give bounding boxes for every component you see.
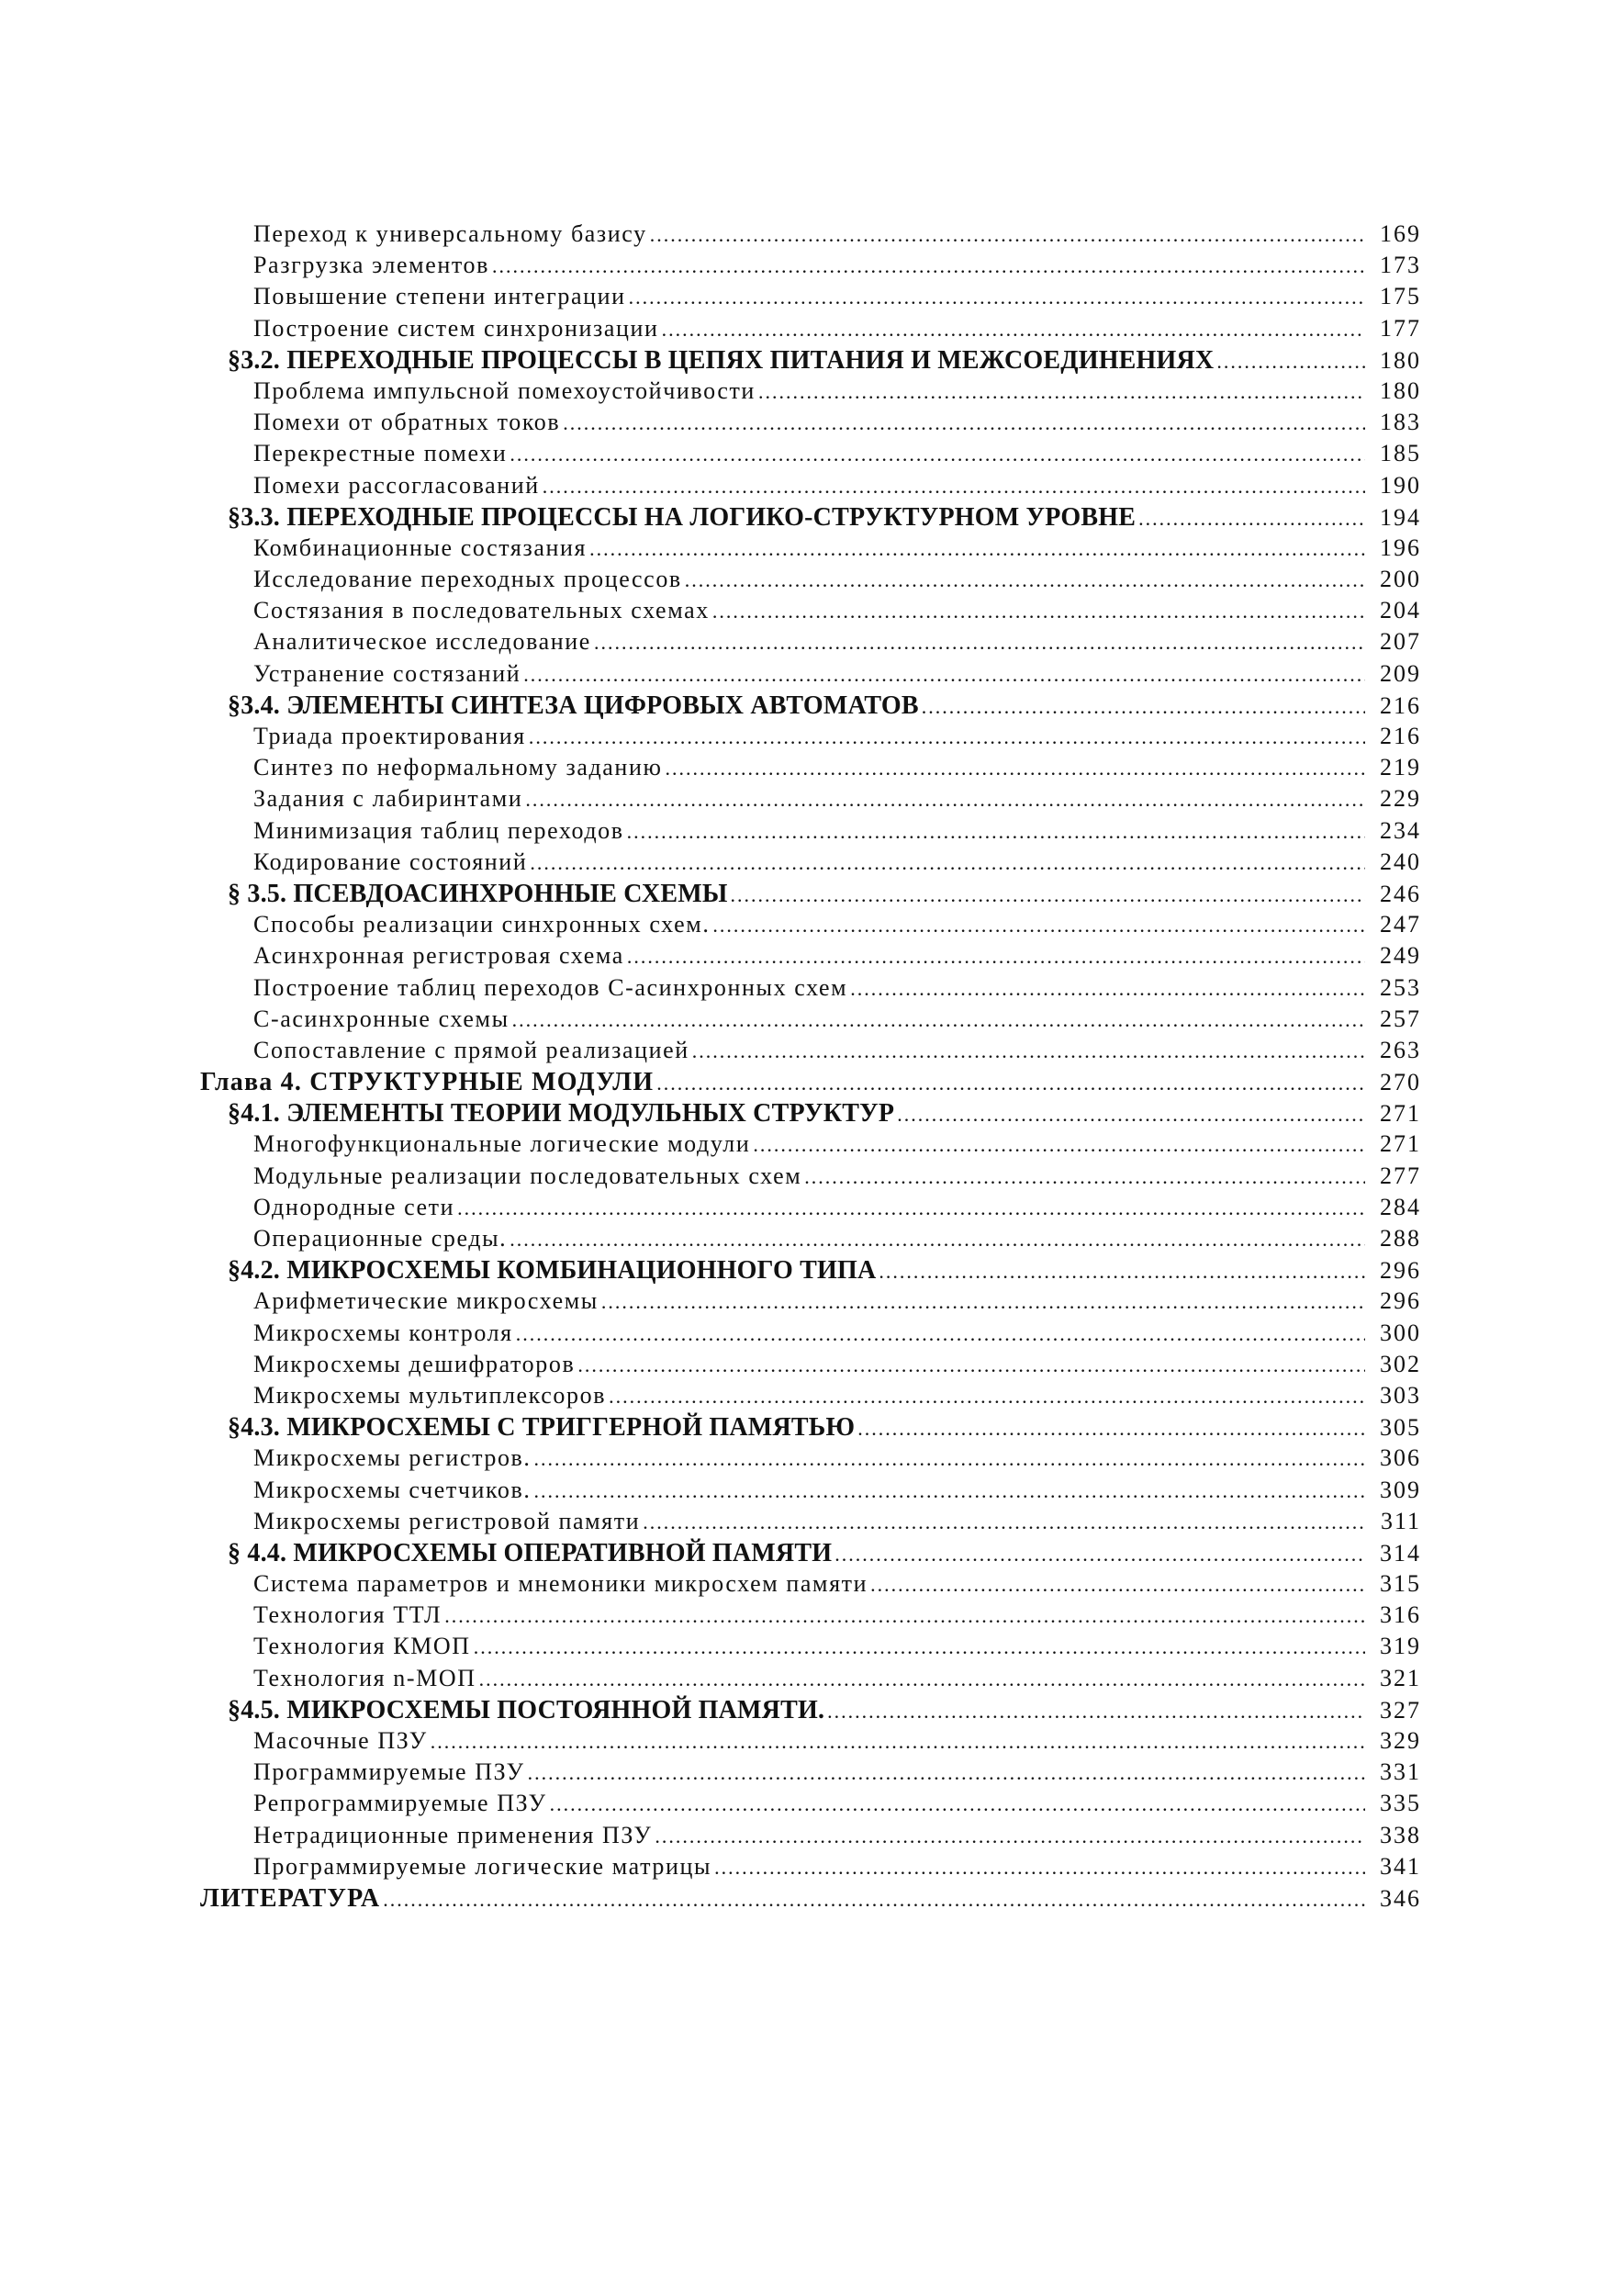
toc-entry-sec [200,1256,1421,1287]
toc-entry-page: 302 [1380,1350,1421,1377]
toc-entry-sub [200,283,1421,314]
toc-dot-leader [662,318,1365,342]
toc-entry-title: Устранение состязаний [253,659,521,687]
toc-dot-leader [510,443,1365,466]
toc-dot-leader [529,725,1365,749]
toc-entry-page: 335 [1380,1790,1421,1817]
toc-entry-sec [200,691,1421,723]
toc-entry-title: Программируемые логические матрицы [253,1852,712,1880]
toc-dot-leader [712,600,1365,623]
toc-entry-title: §3.4. ЭЛЕМЕНТЫ СИНТЕЗА ЦИФРОВЫХ АВТОМАТОВ [228,691,919,720]
toc-entry-title: Технология ТТЛ [253,1601,442,1629]
toc-entry-title: ЛИТЕРАТУРА [200,1883,381,1913]
toc-entry-sec [200,1539,1421,1570]
toc-entry-page: 288 [1380,1225,1421,1252]
toc-dot-leader [550,1792,1365,1816]
toc-entry-page: 300 [1380,1319,1421,1346]
toc-dot-leader [474,1635,1365,1659]
toc-entry-page: 306 [1380,1444,1421,1472]
toc-entry-page: 240 [1380,848,1421,875]
toc-entry-page: 277 [1380,1162,1421,1189]
toc-entry-page: 271 [1380,1100,1421,1128]
toc-entry-sub [200,1853,1421,1884]
toc-entry-title: Комбинационные состязания [253,533,588,561]
toc-dot-leader [457,1196,1365,1220]
toc-entry-page: 327 [1380,1696,1421,1724]
toc-entry-title: §4.5. МИКРОСХЕМЫ ПОСТОЯННОЙ ПАМЯТИ. [228,1695,825,1724]
toc-entry-page: 194 [1380,503,1421,531]
toc-entry-page: 338 [1380,1821,1421,1848]
toc-entry-title: Микросхемы регистровой памяти [253,1507,641,1534]
toc-entry-sub [200,1225,1421,1256]
toc-entry-page: 180 [1380,346,1421,374]
toc-dot-leader [758,380,1365,404]
toc-entry-page: 305 [1380,1414,1421,1442]
toc-dot-leader [627,820,1365,844]
toc-entry-sub [200,628,1421,659]
toc-entry-title: Перекрестные помехи [253,440,508,467]
toc-entry-sub [200,1444,1421,1476]
toc-entry-sub [200,566,1421,597]
toc-entry-page: 175 [1380,283,1421,310]
toc-entry-title: Минимизация таблиц переходов [253,816,624,844]
toc-entry-page: 216 [1380,723,1421,749]
toc-entry-sec [200,1696,1421,1727]
toc-dot-leader [383,1888,1365,1912]
toc-dot-leader [870,1573,1365,1597]
toc-entry-title: Способы реализации синхронных схем. [253,911,711,938]
toc-dot-leader [879,1260,1365,1284]
toc-dot-leader [665,757,1365,781]
toc-entry-title: Исследование переходных процессов [253,566,682,593]
toc-entry-page: 234 [1380,816,1421,844]
toc-dot-leader [543,475,1365,499]
toc-dot-leader [516,1322,1365,1346]
toc-entry-sub [200,660,1421,691]
toc-entry-title: Репрограммируемые ПЗУ [253,1790,547,1817]
toc-entry-sec [200,880,1421,911]
toc-entry-page: 183 [1380,409,1421,436]
toc-entry-sub [200,1287,1421,1319]
toc-entry-page: 204 [1380,597,1421,624]
toc-dot-leader [857,1417,1365,1441]
toc-entry-page: 296 [1380,1287,1421,1315]
toc-entry-page: 173 [1380,252,1421,279]
toc-entry-page: 196 [1380,533,1421,561]
toc-entry-page: 341 [1380,1852,1421,1880]
toc-dot-leader [685,568,1365,592]
toc-entry-chap [200,1884,1421,1915]
toc-entry-sub [200,817,1421,848]
toc-entry-title: Проблема импульсной помехоустойчивости [253,376,756,404]
toc-entry-sub [200,409,1421,440]
toc-entry-page: 271 [1380,1130,1421,1158]
toc-entry-page: 314 [1380,1539,1421,1567]
toc-entry-title: Состязания в последовательных схемах [253,597,710,624]
toc-entry-title: Модульные реализации последовательных схем [253,1162,802,1189]
toc-entry-title: Аналитическое исследование [253,628,591,656]
toc-entry-sub [200,785,1421,816]
toc-entry-title: Операционные среды. [253,1225,508,1252]
toc-entry-title: Повышение степени интеграции [253,283,626,310]
toc-entry-page: 207 [1380,628,1421,656]
toc-entry-title: Технология КМОП [253,1633,471,1660]
toc-entry-title: Помехи от обратных токов [253,409,561,436]
toc-entry-sub [200,1665,1421,1696]
toc-entry-title: §3.3. ПЕРЕХОДНЫЕ ПРОЦЕССЫ НА ЛОГИКО-СТРУКТУРНОМ УРОВНЕ [228,502,1137,532]
toc-dot-leader [530,851,1365,875]
toc-entry-sub [200,1162,1421,1194]
toc-dot-leader [834,1543,1365,1567]
toc-entry-title: Масочные ПЗУ [253,1727,428,1754]
toc-entry-page: 270 [1380,1069,1421,1096]
toc-entry-sub [200,1130,1421,1162]
toc-dot-leader [601,1290,1365,1314]
toc-dot-leader [897,1103,1365,1127]
toc-dot-leader [850,977,1365,1001]
toc-entry-title: §4.2. МИКРОСХЕМЫ КОМБИНАЦИОННОГО ТИПА [228,1256,877,1286]
toc-dot-leader [589,537,1365,561]
toc-entry-title: С-асинхронные схемы [253,1005,510,1032]
toc-entry-page: 315 [1380,1570,1421,1598]
toc-entry-sub [200,315,1421,346]
toc-entry-title: §4.3. МИКРОСХЕМЫ С ТРИГГЕРНОЙ ПАМЯТЬЮ [228,1413,856,1443]
toc-dot-leader [629,286,1365,309]
toc-entry-page: 303 [1380,1381,1421,1409]
toc-entry-title: Технология n-МОП [253,1664,476,1691]
toc-entry-page: 296 [1380,1257,1421,1285]
toc-entry-page: 263 [1380,1036,1421,1063]
toc-entry-sub [200,220,1421,252]
toc-entry-title: Микросхемы дешифраторов [253,1350,576,1377]
toc-entry-page: 249 [1380,942,1421,970]
toc-entry-title: Кодирование состояний [253,848,528,875]
toc-dot-leader [643,1511,1365,1534]
toc-entry-page: 316 [1380,1601,1421,1629]
toc-entry-title: Переход к универсальному базису [253,220,647,247]
toc-entry-title: Синтез по неформальному заданию [253,754,663,781]
toc-entry-title: Помехи рассогласований [253,471,540,499]
toc-dot-leader [431,1730,1365,1754]
toc-entry-sub [200,1758,1421,1790]
toc-entry-sub [200,1037,1421,1068]
toc-entry-title: Микросхемы регистров. [253,1444,532,1472]
toc-entry-sub [200,1477,1421,1508]
toc-entry-title: Арифметические микросхемы [253,1287,599,1315]
toc-dot-leader [525,788,1365,812]
toc-entry-sub [200,942,1421,973]
toc-entry-sub [200,1320,1421,1351]
toc-dot-leader [827,1700,1365,1724]
toc-entry-page: 246 [1380,880,1421,907]
toc-entry-sub [200,534,1421,566]
toc-entry-page: 177 [1380,314,1421,342]
toc-entry-title: Нетрадиционные применения ПЗУ [253,1821,653,1848]
toc-entry-page: 309 [1380,1476,1421,1503]
toc-entry-sub [200,1382,1421,1413]
toc-entry-sub [200,1194,1421,1225]
toc-entry-sub [200,440,1421,471]
toc-entry-title: Глава 4. СТРУКТУРНЫЕ МОДУЛИ [200,1068,655,1097]
toc-entry-page: 253 [1380,973,1421,1001]
toc-entry-page: 190 [1380,471,1421,499]
toc-dot-leader [528,1761,1365,1785]
toc-entry-page: 209 [1380,659,1421,687]
toc-dot-leader [534,1479,1366,1503]
toc-entry-page: 229 [1380,785,1421,813]
toc-entry-sub [200,1727,1421,1758]
toc-entry-title: Триада проектирования [253,723,526,749]
toc-dot-leader [444,1604,1365,1628]
toc-list [200,220,1421,1915]
toc-entry-sub [200,1508,1421,1539]
toc-entry-page: 185 [1380,440,1421,467]
toc-entry-page: 219 [1380,754,1421,781]
toc-entry-page: 247 [1380,911,1421,938]
toc-entry-sub [200,754,1421,785]
toc-entry-title: Сопоставление с прямой реализацией [253,1036,689,1063]
toc-entry-title: §4.1. ЭЛЕМЕНТЫ ТЕОРИИ МОДУЛЬНЫХ СТРУКТУР [228,1099,895,1129]
toc-entry-sub [200,848,1421,880]
toc-entry-title: Многофункциональные логические модули [253,1130,751,1158]
toc-entry-title: §3.2. ПЕРЕХОДНЫЕ ПРОЦЕССЫ В ЦЕПЯХ ПИТАНИЯ И МЕЖСОЕДИНЕНИЯХ [228,345,1215,375]
toc-dot-leader [922,695,1365,719]
toc-entry-title: Система параметров и мнемоники микросхем памяти [253,1570,868,1598]
toc-entry-title: Асинхронная регистровая схема [253,942,624,970]
toc-dot-leader [594,631,1365,655]
toc-dot-leader [656,1072,1365,1095]
toc-dot-leader [655,1825,1365,1848]
toc-entry-sec [200,1099,1421,1130]
toc-entry-sub [200,911,1421,942]
toc-entry-sub [200,1633,1421,1664]
toc-dot-leader [753,1133,1365,1157]
toc-entry-sub [200,472,1421,503]
toc-dot-leader [523,663,1365,687]
toc-entry-sub [200,597,1421,628]
toc-entry-page: 284 [1380,1193,1421,1220]
toc-entry-sub [200,1005,1421,1037]
toc-entry-page: 311 [1380,1507,1421,1534]
toc-dot-leader [510,1228,1365,1252]
toc-entry-sub [200,1822,1421,1853]
toc-entry-title: Задания с лабиринтами [253,785,523,813]
toc-entry-page: 180 [1380,376,1421,404]
toc-entry-sub [200,1601,1421,1633]
toc-entry-title: Программируемые ПЗУ [253,1758,525,1786]
toc-entry-page: 200 [1380,566,1421,593]
toc-dot-leader [1138,507,1365,531]
toc-dot-leader [577,1353,1365,1377]
toc-entry-sub [200,377,1421,409]
toc-dot-leader [1216,350,1365,374]
toc-entry-page: 321 [1380,1664,1421,1691]
toc-entry-sub [200,974,1421,1005]
toc-entry-sub [200,1570,1421,1601]
toc-entry-sub [200,252,1421,283]
toc-entry-title: Разгрузка элементов [253,252,489,279]
toc-entry-page: 331 [1380,1758,1421,1786]
toc-dot-leader [731,883,1365,907]
toc-entry-sec [200,346,1421,377]
toc-entry-title: § 4.4. МИКРОСХЕМЫ ОПЕРАТИВНОЙ ПАМЯТИ [228,1538,833,1567]
toc-entry-title: Построение систем синхронизации [253,314,659,342]
toc-entry-title: Микросхемы мультиплексоров [253,1381,607,1409]
toc-entry-page: 216 [1380,691,1421,719]
toc-dot-leader [563,411,1365,435]
toc-dot-leader [512,1008,1365,1032]
toc-entry-page: 257 [1380,1005,1421,1032]
toc-entry-title: Построение таблиц переходов С-асинхронных схем [253,973,848,1001]
toc-dot-leader [692,1039,1365,1063]
toc-dot-leader [804,1165,1365,1189]
toc-dot-leader [712,914,1365,938]
toc-entry-page: 346 [1380,1884,1421,1912]
toc-entry-page: 319 [1380,1633,1421,1660]
toc-dot-leader [609,1385,1365,1409]
toc-dot-leader [650,223,1365,247]
toc-entry-sec [200,503,1421,534]
toc-entry-page: 169 [1380,220,1421,247]
toc-entry-sub [200,723,1421,754]
toc-dot-leader [714,1856,1365,1880]
toc-entry-title: Однородные сети [253,1193,455,1220]
toc-entry-title: Микросхемы контроля [253,1319,513,1346]
toc-dot-leader [479,1668,1365,1691]
toc-dot-leader [492,254,1365,278]
table-of-contents [200,220,1421,1915]
toc-dot-leader [534,1447,1365,1471]
toc-entry-sec [200,1413,1421,1444]
toc-entry-title: Микросхемы счетчиков. [253,1476,532,1503]
toc-entry-sub [200,1790,1421,1821]
toc-entry-page: 329 [1380,1727,1421,1754]
toc-entry-title: § 3.5. ПСЕВДОАСИНХРОННЫЕ СХЕМЫ [228,879,728,908]
toc-dot-leader [627,945,1365,969]
toc-entry-sub [200,1351,1421,1382]
toc-entry-chap [200,1068,1421,1099]
